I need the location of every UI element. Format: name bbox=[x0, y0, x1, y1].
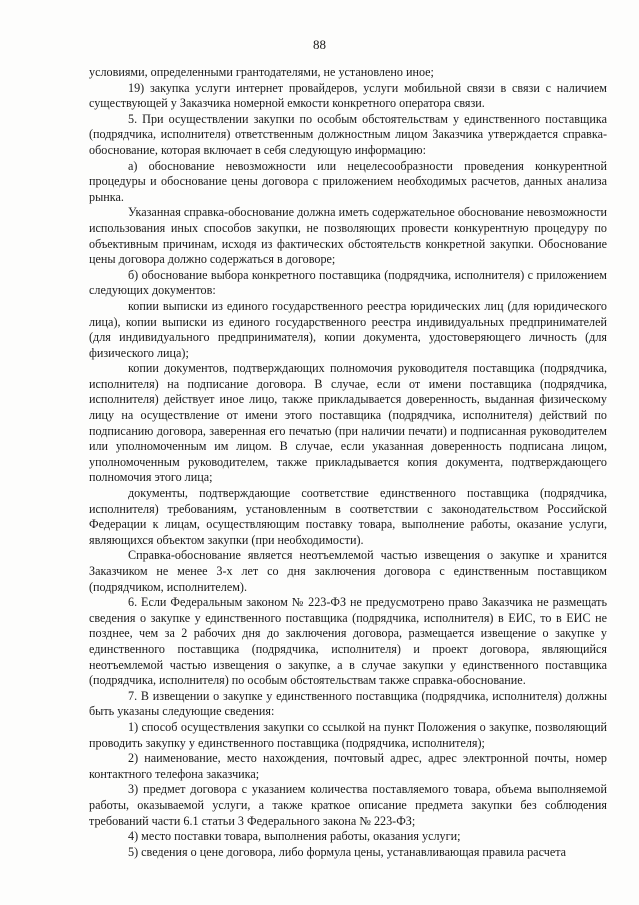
paragraph-7-2: 2) наименование, место нахождения, почтовый адрес, адрес электронной почты, номер контактного телефона заказчика; bbox=[89, 751, 607, 781]
paragraph-5b: б) обоснование выбора конкретного поставщика (подрядчика, исполнителя) с приложением следующих документов: bbox=[89, 267, 607, 298]
paragraph-kopii-dokumentov: копии документов, подтверждающих полномочия руководителя поставщика (подрядчика, исполнителя) на подписание договора. В случае, если от имени поставщика (подрядчика, исполнителя) действует иное лицо, также прикладывается доверенность, выданная физическому лицу на осуществление от имени этого поставщика (подрядчика, исполнителя) действий по подписанию договора, заверенная его печатью (при наличии печати) и подписанная руководителем или уполномоченным им лицом. В случае, если указанная доверенность подписана лицом, уполномоченным руководителем, также прикладывается копия документа, подтверждающего полномочия этого лица; bbox=[89, 361, 607, 485]
paragraph-spravka-obosnovanie: Указанная справка-обоснование должна иметь содержательное обоснование невозможности использования иных способов закупки, не позволяющих провести конкурентную процедуру по объективным причинам, исходя из фактических обстоятельств конкретной закупки. Обоснование цены договора должно содержаться в договоре; bbox=[89, 205, 607, 267]
paragraph-section-7: 7. В извещении о закупке у единственного поставщика (подрядчика, исполнителя) должны быть указаны следующие сведения: bbox=[89, 688, 607, 719]
paragraph-section-6: 6. Если Федеральным законом № 223-ФЗ не предусмотрено право Заказчика не размещать сведения о закупке у единственного поставщика (подрядчика, исполнителя) в ЕИС, то в ЕИС не позднее, чем за 2 рабочих дня до заключения договора, размещается извещение о закупке у единственного поставщика (подрядчика, исполнителя) и проект договора, являющийся неотъемлемой частью извещения о закупке, а в случае закупки у единственного поставщика (подрядчика, исполнителя) по особым обстоятельствам также справка-обоснование. bbox=[89, 595, 607, 688]
paragraph-continuation: условиями, определенными грантодателями, не установлено иное; bbox=[89, 65, 434, 79]
paragraph-7-1: 1) способ осуществления закупки со ссылкой на пункт Положения о закупке, позволяющий проводить закупку у единственного поставщика (подрядчика, исполнителя); bbox=[89, 719, 607, 750]
page-number: 88 bbox=[313, 37, 326, 52]
paragraph-5a: а) обоснование невозможности или нецелесообразности проведения конкурентной процедуры и обоснование цены договора с приложением необходимых расчетов, данных анализа рынка. bbox=[89, 158, 607, 204]
paragraph-item-19: 19) закупка услуги интернет провайдеров, услуги мобильной связи в связи с наличием существующей у Заказчика номерной емкости конкретного оператора связи. bbox=[89, 80, 607, 111]
paragraph-7-5: 5) сведения о цене договора, либо формула цены, устанавливающая правила расчета bbox=[128, 844, 567, 859]
paragraph-kopii-vypiski: копии выписки из единого государственного реестра юридических лиц (для юридического лица), копии выписки из единого государственного реестра индивидуальных предпринимателей (для индивидуального предпринимателя), копии документа, удостоверяющего личность (для физического лица); bbox=[89, 298, 607, 360]
paragraph-7-3: 3) предмет договора с указанием количества поставляемого товара, объема выполняемой работы, оказываемой услуги, а также краткое описание предмета закупки без соблюдения требований части 6.1 статьи 3 Федерального закона № 223-ФЗ; bbox=[89, 782, 607, 828]
paragraph-section-5: 5. При осуществлении закупки по особым обстоятельствам у единственного поставщика (подрядчика, исполнителя) ответственным должностным лицом Заказчика утверждается справка-обоснование, которая включает в себя следующую информацию: bbox=[89, 111, 607, 157]
paragraph-dokumenty: документы, подтверждающие соответствие единственного поставщика (подрядчика, исполнителя) требованиям, установленным в соответствии с законодательством Российской Федерации к лицам, осуществляющим поставку товара, выполнение работы, оказание услуги, являющихся объектом закупки (при необходимости). bbox=[89, 486, 607, 547]
paragraph-7-4: 4) место поставки товара, выполнения работы, оказания услуги; bbox=[128, 829, 461, 844]
paragraph-hranenie: Справка-обоснование является неотъемлемой частью извещения о закупке и хранится Заказчиком не менее 3-х лет со дня заключения договора с единственным поставщиком (подрядчиком, исполнителем). bbox=[89, 548, 607, 594]
document-body bbox=[89, 65, 607, 860]
